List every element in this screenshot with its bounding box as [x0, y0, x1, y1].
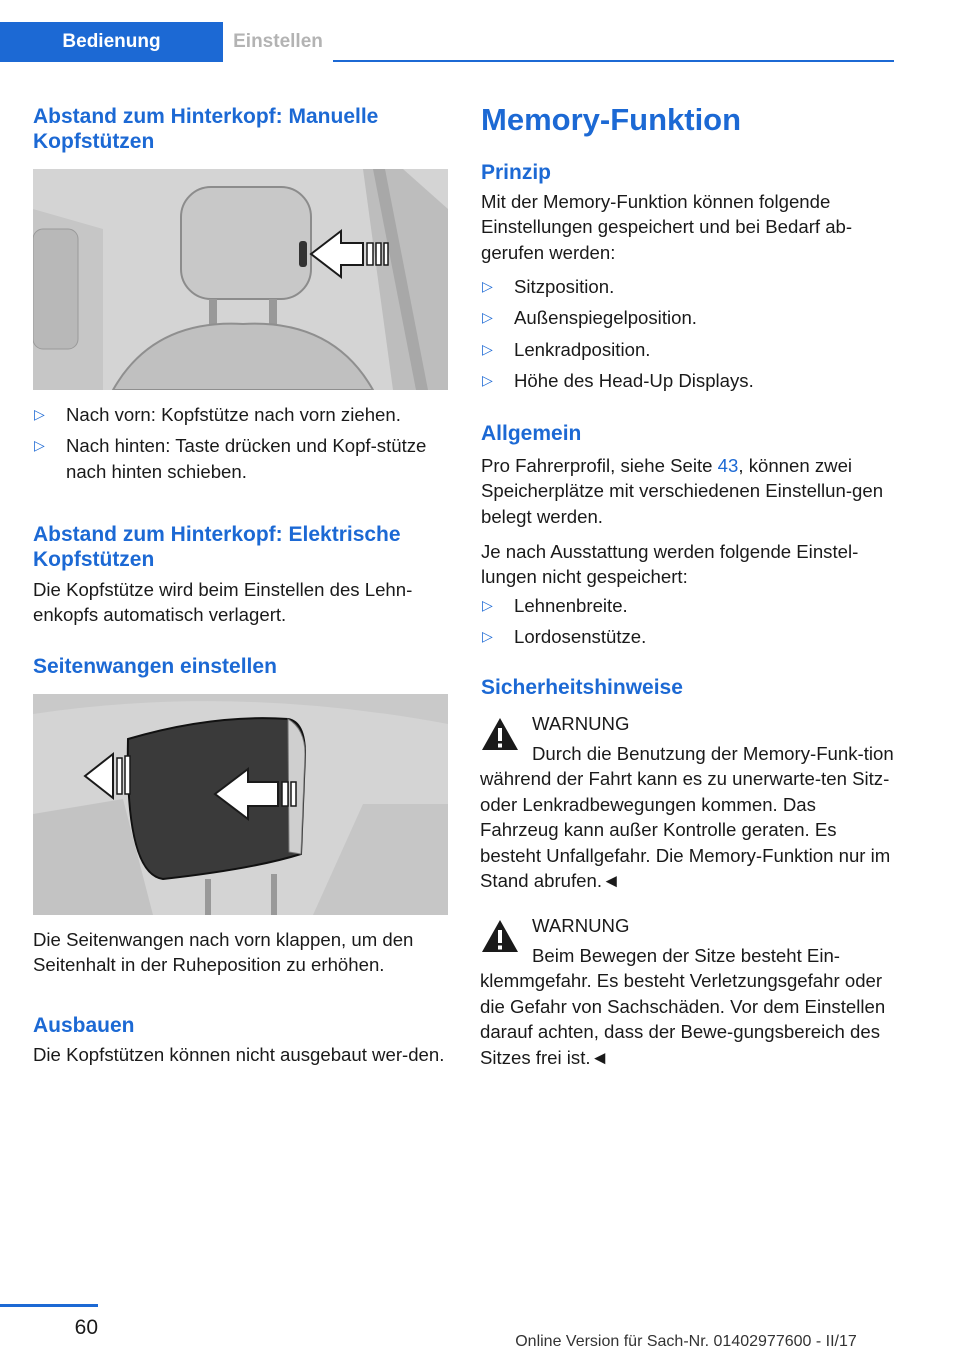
figure-manual-headrest — [33, 169, 448, 390]
paragraph-remove: Die Kopfstützen können nicht ausgebaut wer-den. — [33, 1044, 445, 1065]
heading-side-wings: Seitenwangen einstellen — [33, 655, 277, 678]
footer-rule — [0, 1304, 98, 1307]
paragraph-general-text-a: Pro Fahrerprofil, siehe Seite — [481, 455, 718, 476]
side-wing-illustration-icon — [33, 694, 448, 915]
warning-title-1: WARNUNG — [532, 713, 630, 734]
heading-general: Allgemein — [481, 422, 582, 445]
list-not-saved — [481, 593, 896, 650]
heading-manual-headrests: Abstand zum Hinterkopf: Manuelle Kopfstützen — [33, 105, 379, 153]
tab-einstellen[interactable]: Einstellen — [223, 22, 333, 62]
heading-safety: Sicherheitshinweise — [481, 676, 683, 699]
list-item — [481, 274, 896, 299]
paragraph-electric: Die Kopfstütze wird beim Einstellen des Lehn-enkopfs automatisch verlagert. — [33, 579, 413, 626]
triangle-bullet-icon: ▷ — [482, 597, 493, 613]
list-item — [33, 402, 448, 427]
triangle-bullet-icon: ▷ — [482, 628, 493, 645]
triangle-bullet-icon: ▷ — [34, 437, 45, 454]
warning-text-2: Beim Bewegen der Sitze besteht Ein-klemmgefahr. Es besteht Verletzungsgefahr oder die Gefahr von Sachschäden. Vor dem Einstellen darauf achten, dass der Bewe-gungsbereich des Sitzes frei ist.◄ — [480, 945, 886, 1068]
figure-side-wings — [33, 694, 448, 915]
heading-electric-headrests: Abstand zum Hinterkopf: Elektrische Kopfstützen — [33, 523, 401, 571]
list-item — [481, 624, 896, 649]
list-item-text: Nach vorn: Kopfstütze nach vorn ziehen. — [66, 404, 401, 425]
triangle-bullet-icon: ▷ — [482, 309, 493, 326]
list-item — [481, 305, 896, 330]
triangle-bullet-icon: ▷ — [482, 372, 493, 389]
list-item — [33, 433, 448, 484]
list-item — [481, 368, 896, 393]
warning-text-1: Durch die Benutzung der Memory-Funk-tion während der Fahrt kann es zu unerwarte-ten Sitz- oder Lenkradbewegungen kommen. Das Fahrzeug kann außer Kontrolle geraten. Es besteht Unfallgefahr. Die Memory-Funktion nur im Stand abrufen.◄ — [480, 743, 894, 892]
list-item-text: Nach hinten: Taste drücken und Kopf-stütze nach hinten schieben. — [66, 435, 427, 482]
tab-bedienung[interactable]: Bedienung — [0, 22, 223, 62]
warning-title-2: WARNUNG — [532, 915, 630, 936]
list-item-text: Lehnenbreite. — [514, 595, 628, 616]
triangle-bullet-icon: ▷ — [34, 406, 45, 422]
list-manual — [33, 402, 448, 484]
triangle-bullet-icon: ▷ — [482, 340, 493, 357]
paragraph-not-saved: Je nach Ausstattung werden folgende Einstel-lungen nicht gespeichert: — [481, 541, 859, 588]
heading-remove: Ausbauen — [33, 1014, 135, 1037]
page-reference-link[interactable]: 43 — [717, 455, 739, 476]
heading-memory-function: Memory-Funktion — [481, 102, 742, 137]
headrest-illustration-icon — [33, 169, 448, 390]
list-item-text: Außenspiegelposition. — [514, 307, 697, 329]
paragraph-side-wings: Die Seitenwangen nach vorn klappen, um den Seitenhalt in der Ruheposition zu erhöhen. — [33, 929, 414, 976]
list-item-text: Sitzposition. — [514, 276, 615, 297]
list-item-text: Lenkradposition. — [514, 338, 651, 360]
paragraph-principle: Mit der Memory-Funktion können folgende Einstellungen gespeichert und bei Bedarf ab-gerufen werden: — [481, 191, 853, 263]
paragraph-general — [481, 453, 896, 529]
online-version-note: Online Version für Sach-Nr. 01402977600 - II/17 — [515, 1333, 857, 1350]
paragraph-general-text-b: , können zwei Speicherplätze mit verschiedenen Einstellun-gen belegt werden. — [481, 455, 884, 527]
heading-principle: Prinzip — [481, 161, 552, 184]
list-item — [481, 337, 896, 362]
section-tabbar — [0, 0, 894, 62]
list-principle — [481, 274, 896, 394]
list-item-text: Höhe des Head-Up Displays. — [514, 370, 754, 392]
list-item — [481, 593, 896, 618]
list-item-text: Lordosenstütze. — [514, 626, 647, 648]
page-number: 60 — [74, 1316, 98, 1339]
triangle-bullet-icon: ▷ — [482, 278, 493, 294]
